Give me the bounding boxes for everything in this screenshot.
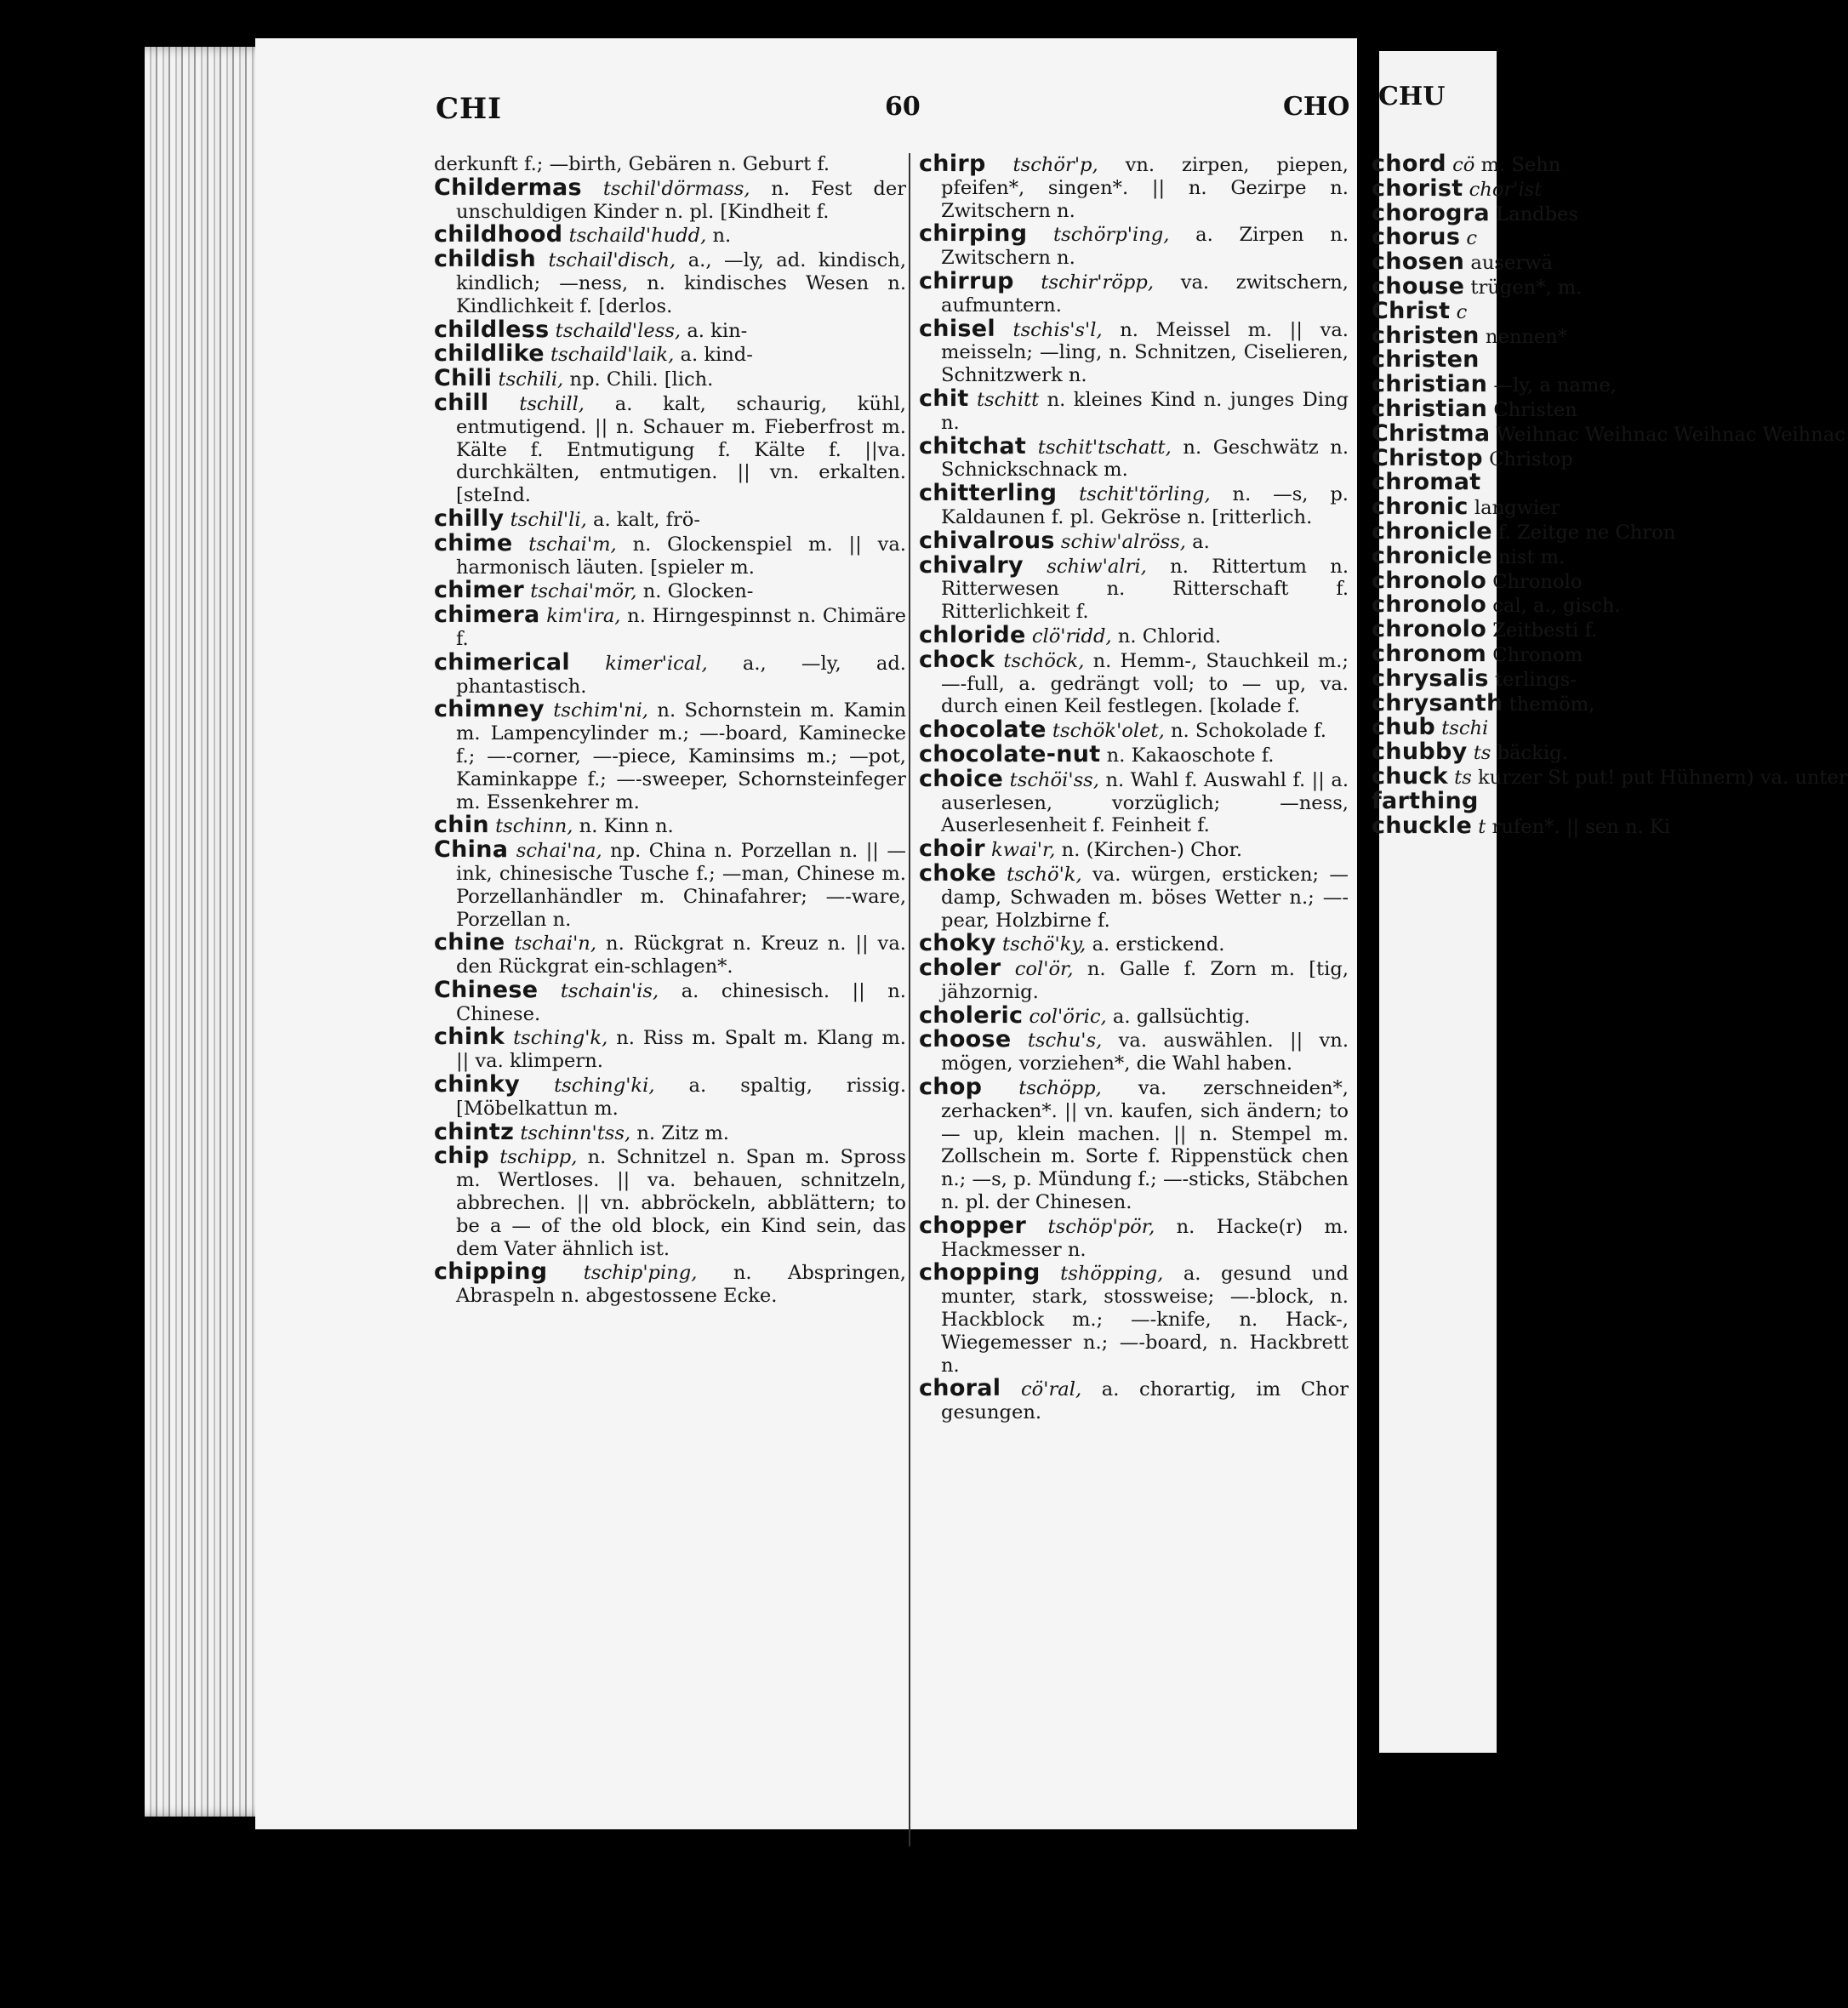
definition: a. kin- [687,319,748,342]
definition: Landbes [1496,203,1579,225]
definition: a. kalt, frö- [592,508,701,531]
definition: n. Schokolade f. [1170,720,1326,743]
definition: a. gesund und munter, stark, stossweise; —-block, n. Hackblock m.; —-knife, n. Hack-, Wiegemesser n.; —-board, n. Hackbrett n. [941,1263,1349,1377]
headword: choral [919,1375,1001,1402]
pronunciation: tschöp'pör, [1047,1215,1155,1238]
dictionary-entry [1372,517,1676,545]
dictionary-entry [919,267,1349,317]
pronunciation: kim'ira, [546,605,621,628]
dictionary-entry [919,646,1349,718]
definition: n. Hirngespinnst n. Chimäre f. [456,605,906,650]
pronunciation: tshöpping, [1060,1263,1164,1286]
dictionary-entry [434,1145,906,1260]
dictionary-entry [919,859,1349,932]
headword: China [434,836,509,864]
dictionary-entry [1372,471,1499,495]
definition: a., —ly, ad. kindisch, kindlich; —ness, n. kindisches Wesen n. Kindlichkeit f. [derlos. [456,249,907,317]
pronunciation: col'öric, [1029,1005,1107,1028]
definition: va. zerschneiden*, zerhacken*. || vn. kaufen, sich ändern; to — up, klein machen. || n. Stempel m. Zollschein m. Sorte f. Rippenstück chen n.; —s, p. Mündung f.; —-sticks, Stäbchen n. pl. der Chinesen. [941,1077,1349,1214]
pronunciation: clö'ridd, [1031,625,1112,647]
definition: n. —s, p. Kaldaunen f. pl. Gekröse n. [ritterlich. [941,483,1349,528]
dictionary-entry [1372,762,1848,790]
definition: langwier [1474,497,1560,520]
headword: chorus [1372,224,1461,251]
dictionary-entry [434,1118,906,1145]
headword: chromat [1372,469,1481,496]
definition: va. auswählen. || vn. mögen, vorziehen*, die Wahl haben. [941,1030,1349,1075]
definition: n. [712,225,732,248]
pronunciation: tschörp'ing, [1053,224,1170,247]
dictionary-entry [919,220,1349,270]
dictionary-entry [1372,395,1577,422]
pronunciation: chor'ist [1469,178,1543,201]
headword: chine [434,929,505,956]
pronunciation: tschinn'tss, [520,1121,631,1144]
page-edge [145,47,272,1817]
pronunciation: ts [1473,742,1492,765]
definition: n. Schnitzel n. Span m. Spross m. Wertloses. || va. behauen, schnitzeln, abbrechen. || vn. abbröckeln, abblättern; to be a — of the old block, ein Kind sein, das dem Vater ähnlich ist. [456,1146,906,1260]
dictionary-entry [1372,542,1566,569]
dictionary-entry [919,957,1349,1004]
headword: chock [919,646,995,673]
pronunciation: tschipp, [499,1146,578,1169]
dictionary-entry [1372,739,1568,766]
pronunciation: schiw'alröss, [1060,530,1186,553]
pronunciation: tschil'li, [510,508,587,531]
pronunciation: tschöi'ss, [1009,768,1099,791]
headword: choose [919,1026,1012,1053]
headword: chuck [1372,762,1448,790]
dictionary-entry [919,153,1349,222]
definition: derkunft f.; —birth, Gebären n. Geburt f. [434,153,830,175]
definition: vn. zirpen, piepen, pfeifen*, singen*. || n. Gezirpe n. Zwitschern n. [941,154,1349,222]
definition: np. Chili. [lich. [569,368,714,391]
dictionary-entry [434,604,906,651]
definition: Zeitbesti f. [1492,619,1598,642]
headword: Chinese [434,976,539,1003]
definition: n. (Kirchen-) Chor. [1061,839,1243,862]
dictionary-entry [919,1026,1349,1075]
dictionary-entry [1372,787,1499,814]
dictionary-entry [1372,346,1499,374]
dictionary-entry [919,527,1349,554]
dictionary-entry [1372,272,1583,299]
dictionary-entry [434,248,906,317]
headword: chopper [919,1212,1027,1239]
headword: chrysalis [1372,665,1489,692]
definition: n. Kakaoschote f. [1106,744,1275,767]
headword: chronolo [1372,616,1487,643]
pronunciation: tschili, [498,368,564,391]
dictionary-entry [434,340,906,368]
dictionary-entry [434,579,906,603]
headword: chivalrous [919,527,1055,554]
headword: chuckle [1372,812,1473,839]
pronunciation: tschai'n, [514,933,597,956]
definition: a. chinesisch. || n. Chinese. [456,979,906,1025]
dictionary-entry [919,1259,1349,1377]
headword: chubby [1372,739,1468,766]
headword: chime [434,529,513,556]
pronunciation: tschis's'l, [1012,318,1103,341]
headword: chimerical [434,648,570,676]
pronunciation: c [1466,227,1478,250]
dictionary-entry [434,221,906,248]
headword: choice [919,765,1004,792]
definition: va. zwitschern, aufmuntern. [941,271,1349,317]
pronunciation: cö [1452,154,1475,176]
dictionary-entry [434,929,906,978]
headword: chitterling [919,480,1058,507]
headword: childish [434,246,537,273]
headword: chrysanth [1372,689,1503,716]
headword: chitchat [919,432,1027,459]
definition: auserwä [1470,252,1553,275]
definition: n. Hacke(r) m. Hackmesser n. [941,1215,1349,1261]
dictionary-entry [434,1071,906,1121]
dictionary-entry [434,976,906,1026]
dictionary-entry [919,432,1349,482]
dictionary-entry [434,316,906,343]
definition: terlings- [1494,668,1577,691]
dictionary-entry [434,505,906,532]
headword: chocolate-nut [919,740,1101,767]
definition: a. Zirpen n. Zwitschern n. [941,224,1349,270]
pronunciation: schai'na, [516,840,602,863]
headword: childhood [434,221,563,248]
dictionary-entry [1372,322,1568,349]
definition: n. Rittertum n. Ritterwesen n. Ritterschaft f. Ritterlichkeit f. [941,555,1349,624]
dictionary-entry [1372,248,1553,276]
headword: chirp [919,151,986,177]
headword: chronolo [1372,591,1487,619]
right-guide-word: CHO [1283,92,1350,122]
headword: chimer [434,577,525,604]
dictionary-entry [434,814,906,838]
pronunciation: tschi [1441,717,1489,740]
definition: n. Galle f. Zorn m. [tig, jähzornig. [941,958,1349,1003]
headword: choleric [919,1001,1024,1029]
definition: n. Riss m. Spalt m. Klang m. || va. klimpern. [456,1027,906,1073]
pronunciation: cö'ral, [1021,1378,1082,1401]
dictionary-entry [1372,689,1595,716]
dictionary-entry [1372,419,1845,447]
definition: n. Rückgrat n. Kreuz n. || va. den Rückgrat ein-schlagen*. [456,933,906,978]
dictionary-entry [919,740,1349,767]
definition: n. Abspringen, Abraspeln n. abgestossene Ecke. [456,1262,906,1308]
definition: n. Glockenspiel m. || va. harmonisch läuten. [spieler m. [456,533,906,579]
pronunciation: tschip'ping, [583,1262,698,1285]
headword: chocolate [919,716,1047,744]
pronunciation: tschai'm, [528,533,617,556]
pronunciation: tschaild'hudd, [568,225,707,248]
headword: christen [1372,346,1480,374]
dictionary-entry [919,1375,1349,1424]
headword: chirrup [919,267,1014,294]
dictionary-entry [1372,640,1583,667]
headword: chord [1372,151,1446,177]
dictionary-entry [1372,493,1560,521]
dictionary-entry [434,696,906,813]
dictionary-entry [919,551,1349,624]
pronunciation: tsching'k, [513,1027,608,1050]
pronunciation: tsching'ki, [554,1075,655,1098]
definition: kurzer St put! put Hühnern) va. unter [1477,766,1848,789]
dictionary-entry [1372,665,1577,692]
definition: Christen [1493,398,1577,421]
headword: chintz [434,1118,515,1145]
dictionary-entry [919,1076,1349,1214]
left-guide-word: CHI [436,92,503,126]
page-number: 60 [885,92,921,122]
definition: n. kleines Kind n. junges Ding n. [941,388,1349,434]
definition: a. kalt, schaurig, kühl, entmutigend. || n. Schauer m. Fieberfrost m. Kälte f. Entmutigung f. Kälte f. ||va. durchkälten, entmutigen. || vn. erkalten. [steInd. [456,392,906,507]
headword: choler [919,955,1001,982]
definition: n. Chlorid. [1117,625,1222,647]
column-divider [909,153,910,1846]
pronunciation: tschaild'laik, [550,344,675,367]
dictionary-entry [434,1258,906,1308]
definition: trügen*, m. [1470,276,1583,299]
pronunciation: tschök'olet, [1052,720,1165,743]
pronunciation: ts [1454,766,1472,789]
definition: np. China n. Porzellan n. || —ink, chinesische Tusche f.; —man, Chinese m. Porzellanhändler m. Chinafahrer; —-ware, Porzellan n. [456,840,906,931]
dictionary-entry [434,153,906,176]
pronunciation: tschir'röpp, [1041,271,1155,294]
headword: chit [919,385,969,412]
dictionary-column-1 [434,153,906,1309]
pronunciation: tschör'p, [1012,154,1098,176]
headword: chill [434,389,489,416]
headword: chloride [919,621,1026,648]
headword: chronicle [1372,542,1492,569]
headword: christian [1372,395,1488,422]
headword: farthing [1372,787,1479,814]
headword: christen [1372,322,1480,349]
definition: a. kind- [680,344,753,367]
pronunciation: tschain'is, [560,979,659,1002]
pronunciation: tschöck, [1003,649,1085,672]
headword: chipping [434,1258,548,1286]
dictionary-entry [919,930,1349,957]
pronunciation: kwai'r, [991,839,1056,862]
definition: n. Meissel m. || va. meisseln; —ling, n. Schnitzen, Ciselieren, Schnitzwerk n. [941,318,1349,387]
headword: chink [434,1024,505,1051]
headword: chinky [434,1071,521,1098]
headword: choke [919,859,996,887]
headword: chilly [434,505,505,532]
dictionary-entry [919,1212,1349,1262]
pronunciation: tschim'ni, [553,699,648,722]
dictionary-entry [1372,371,1617,398]
dictionary-entry [919,482,1349,529]
pronunciation: tschit'tschatt, [1037,436,1172,459]
headword: chronolo [1372,567,1487,594]
pronunciation: c [1456,300,1468,323]
definition: n. Fest der unschuldigen Kinder n. pl. [Kindheit f. [456,177,907,223]
definition: nennen* [1485,325,1568,348]
pronunciation: tschitt [976,388,1040,411]
headword: chub [1372,714,1435,741]
dictionary-entry [1372,567,1583,594]
dictionary-entry [919,838,1349,862]
pronunciation: t [1478,815,1486,838]
dictionary-entry [1372,226,1499,250]
pronunciation: tschit'törling, [1079,483,1211,506]
definition: n. Geschwätz n. Schnickschnack m. [941,436,1349,482]
pronunciation: tschill, [519,392,585,415]
pronunciation: kimer'ical, [605,652,708,675]
dictionary-entry [1372,444,1573,471]
headword: chouse [1372,272,1465,299]
definition: n. Glocken- [642,580,754,603]
headword: chronom [1372,640,1487,667]
definition: Weihnac Weihnac Weihnac Weihnac [1496,423,1845,446]
definition: a. erstickend. [1092,933,1225,956]
headword: chisel [919,315,995,342]
headword: chronicle [1372,517,1492,545]
headword: chronic [1372,493,1469,521]
dictionary-entry [434,365,906,392]
headword: Christop [1372,444,1483,471]
definition: cal, a., gisch. [1492,595,1621,618]
dictionary-entry [1372,199,1579,226]
headword: chop [919,1074,983,1101]
pronunciation: tschil'dörmass, [602,177,750,200]
headword: choir [919,836,985,863]
pronunciation: schiw'alri, [1047,555,1147,578]
headword: chorogra [1372,199,1490,226]
pronunciation: tschinn, [495,815,573,838]
dictionary-entry [434,174,907,224]
headword: chorist [1372,174,1463,202]
dictionary-entry [919,315,1349,387]
definition: a. gallsüchtig. [1112,1005,1251,1028]
definition: a. spaltig, rissig. [Möbelkattun m. [456,1075,906,1120]
definition: bäckig. [1497,742,1568,765]
headword: christian [1372,371,1488,398]
definition: a., —ly, ad. phantastisch. [456,652,906,698]
pronunciation: tschöpp, [1018,1077,1102,1100]
definition: Chronolo [1492,570,1583,593]
pronunciation: tschai'mör, [530,580,637,603]
headword: chin [434,812,489,839]
pronunciation: tschö'ky, [1002,933,1087,956]
dictionary-entry [434,836,906,931]
dictionary-entry [919,621,1349,648]
definition: m. Sehn [1480,154,1561,176]
dictionary-entry [919,385,1349,435]
dictionary-column-3 [1372,151,1848,839]
definition: n. Kinn n. [579,815,674,838]
definition: n. Schornstein m. Kamin m. Lampencylinder m.; —-board, Kaminecke f.; —-corner, —-piece, Kaminsims m.; —pot, Kaminkappe f.; —-sweeper, Schornsteinfeger m. Essenkehrer m. [456,699,906,813]
definition: a. chorartig, im Chor gesungen. [941,1378,1349,1424]
headword: chirping [919,220,1028,248]
dictionary-entry [1372,616,1598,643]
headword: chimera [434,602,540,629]
dictionary-entry [1372,174,1543,202]
pronunciation: tschö'k, [1007,863,1082,886]
dictionary-entry [1372,591,1621,619]
definition: n. Zitz m. [636,1121,729,1144]
dictionary-entry [434,529,906,579]
pronunciation: tschaild'less, [555,319,682,342]
definition: va. würgen, ersticken; —damp, Schwaden m. böses Wetter n.; —-pear, Holzbirne f. [941,863,1349,932]
pronunciation: col'ör, [1014,958,1074,981]
definition: n. Wahl f. Auswahl f. || a. auserlesen, vorzüglich; —ness, Auserlesenheit f. Feinheit f. [941,768,1349,837]
dictionary-entry [1372,812,1670,839]
definition: themöm, [1509,693,1595,716]
definition: nist m. [1498,545,1566,568]
pronunciation: tschail'disch, [548,249,676,272]
headword: Chili [434,365,493,392]
headword: Christ [1372,297,1451,324]
headword: chivalry [919,551,1024,579]
dictionary-entry [1372,151,1561,177]
dictionary-column-2 [919,153,1349,1425]
headword: choky [919,930,996,957]
dictionary-entry [919,716,1349,744]
dictionary-entry [434,389,906,507]
pronunciation: tschu's, [1027,1030,1103,1052]
definition: n. Hemm-, Stauchkeil m.; —-full, a. gedrängt voll; to — up, va. durch einen Keil festlegen. [kolade f. [941,649,1349,718]
dictionary-entry [434,648,906,699]
headword: chip [434,1143,490,1170]
definition: —ly, a name, [1493,374,1617,397]
definition: Christop [1489,448,1573,471]
dictionary-entry [434,1026,906,1073]
headword: chimney [434,696,545,723]
headword: childlike [434,340,545,368]
headword: childless [434,316,550,343]
definition: rufen*. || sen n. Ki [1492,815,1670,838]
dictionary-entry [919,1001,1349,1029]
headword: chopping [919,1259,1041,1286]
headword: Christma [1372,419,1491,447]
headword: chosen [1372,248,1465,276]
definition: a. [1192,530,1210,553]
definition: Chronom [1492,643,1583,666]
dictionary-entry [1372,716,1499,740]
definition: f. Zeitge ne Chron [1498,521,1676,544]
headword: Childermas [434,174,582,201]
dictionary-entry [1372,297,1499,324]
next-page-guide-word: CHU [1378,82,1446,111]
dictionary-entry [919,765,1349,837]
